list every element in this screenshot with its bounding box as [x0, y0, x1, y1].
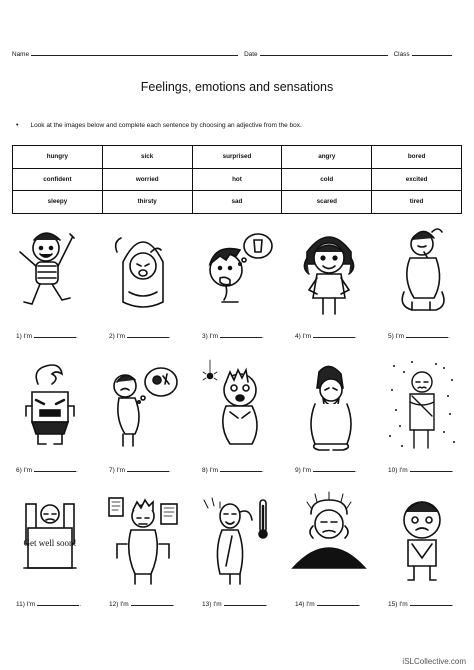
adjective-cell: cold: [282, 168, 372, 191]
sentence-prompt: 9) I'm .: [295, 467, 357, 474]
adjective-cell: surprised: [192, 146, 282, 169]
adjective-cell: tired: [372, 191, 462, 214]
answer-blank[interactable]: [34, 466, 76, 472]
sentence-prompt: 2) I'm .: [109, 333, 171, 340]
exercise-item: [190, 356, 282, 476]
hungry-boy-illustration: [103, 356, 183, 456]
tired-old-man-illustration: [289, 490, 369, 590]
class-label: Class: [393, 51, 410, 58]
exercise-item: [4, 490, 96, 610]
date-label: Date: [244, 51, 258, 58]
exercise-item: [4, 356, 96, 476]
adjective-cell: sad: [192, 191, 282, 214]
adjective-cell: thirsty: [102, 191, 192, 214]
name-blank[interactable]: [31, 50, 238, 56]
adjective-cell: sick: [102, 146, 192, 169]
sad-dwarf-illustration: [289, 356, 369, 456]
answer-blank[interactable]: [410, 466, 452, 472]
adjective-cell: scared: [282, 191, 372, 214]
instruction: [16, 122, 302, 129]
exercise-item: [376, 490, 468, 610]
bored-student-illustration: [103, 490, 183, 590]
thirsty-boy-illustration: [196, 222, 276, 322]
sentence-prompt: 15) I'm .: [388, 601, 454, 608]
scared-boy-illustration: [196, 356, 276, 456]
name-label: Name: [12, 51, 30, 58]
sick-person-illustration: [103, 222, 183, 322]
date-blank[interactable]: [260, 50, 388, 56]
exercise-item: [376, 222, 468, 342]
sentence-prompt: 6) I'm .: [16, 467, 78, 474]
answer-blank[interactable]: [313, 332, 355, 338]
exercise-item: [283, 356, 375, 476]
exercise-item: [97, 222, 189, 342]
confident-girl-illustration: [289, 222, 369, 322]
adjective-box: [12, 145, 462, 214]
sentence-prompt: 5) I'm .: [388, 333, 450, 340]
exercise-item: [190, 222, 282, 342]
adjective-cell: hot: [192, 168, 282, 191]
card-text: Get well soon!: [23, 538, 77, 548]
exercise-item: [97, 490, 189, 610]
adjective-cell: hungry: [13, 146, 103, 169]
answer-blank[interactable]: [313, 466, 355, 472]
exercise-item: [283, 222, 375, 342]
sentence-prompt: 8) I'm .: [202, 467, 264, 474]
answer-blank[interactable]: [317, 600, 359, 606]
adjective-cell: sleepy: [13, 191, 103, 214]
answer-blank[interactable]: [131, 600, 173, 606]
answer-blank[interactable]: [220, 332, 262, 338]
bullet-icon: •: [16, 122, 19, 129]
answer-blank[interactable]: [220, 466, 262, 472]
sentence-prompt: 10) I'm .: [388, 467, 454, 474]
sentence-prompt: 4) I'm .: [295, 333, 357, 340]
sentence-prompt: 3) I'm .: [202, 333, 264, 340]
footer-watermark: iSLCollective.com: [402, 657, 466, 666]
exercise-item: [283, 490, 375, 610]
answer-blank[interactable]: [224, 600, 266, 606]
exercise-item: [4, 222, 96, 342]
sentence-prompt: 13) I'm .: [202, 601, 268, 608]
worried-girl-illustration: [382, 222, 462, 322]
picture-row: [4, 356, 470, 476]
excited-kid-illustration: [10, 222, 90, 322]
sentence-prompt: 14) I'm .: [295, 601, 361, 608]
sentence-prompt: 12) I'm .: [109, 601, 175, 608]
adjective-cell: worried: [102, 168, 192, 191]
adjective-cell: angry: [282, 146, 372, 169]
hot-man-illustration: [196, 490, 276, 590]
sentence-prompt: 7) I'm .: [109, 467, 171, 474]
instruction-text: Look at the images below and complete each sentence by choosing an adjective from the box.: [30, 122, 302, 129]
answer-blank[interactable]: [37, 600, 79, 606]
picture-row: [4, 222, 470, 342]
adjective-cell: confident: [13, 168, 103, 191]
answer-blank[interactable]: [406, 332, 448, 338]
answer-blank[interactable]: [127, 466, 169, 472]
adjective-cell: excited: [372, 168, 462, 191]
get-well-card-illustration: [10, 490, 90, 590]
worksheet-title: Feelings, emotions and sensations: [140, 80, 334, 94]
answer-blank[interactable]: [34, 332, 76, 338]
angry-character-illustration: [10, 356, 90, 456]
class-blank[interactable]: [412, 50, 452, 56]
answer-blank[interactable]: [127, 332, 169, 338]
cold-person-illustration: [382, 356, 462, 456]
sentence-prompt: 1) I'm .: [16, 333, 78, 340]
sentence-prompt: 11) I'm .: [16, 601, 81, 608]
adjective-cell: bored: [372, 146, 462, 169]
exercise-item: [376, 356, 468, 476]
exercise-item: [97, 356, 189, 476]
student-info-line: [12, 50, 462, 58]
picture-row: [4, 490, 470, 610]
scared-kid-illustration: [382, 490, 462, 590]
exercise-item: [190, 490, 282, 610]
answer-blank[interactable]: [410, 600, 452, 606]
